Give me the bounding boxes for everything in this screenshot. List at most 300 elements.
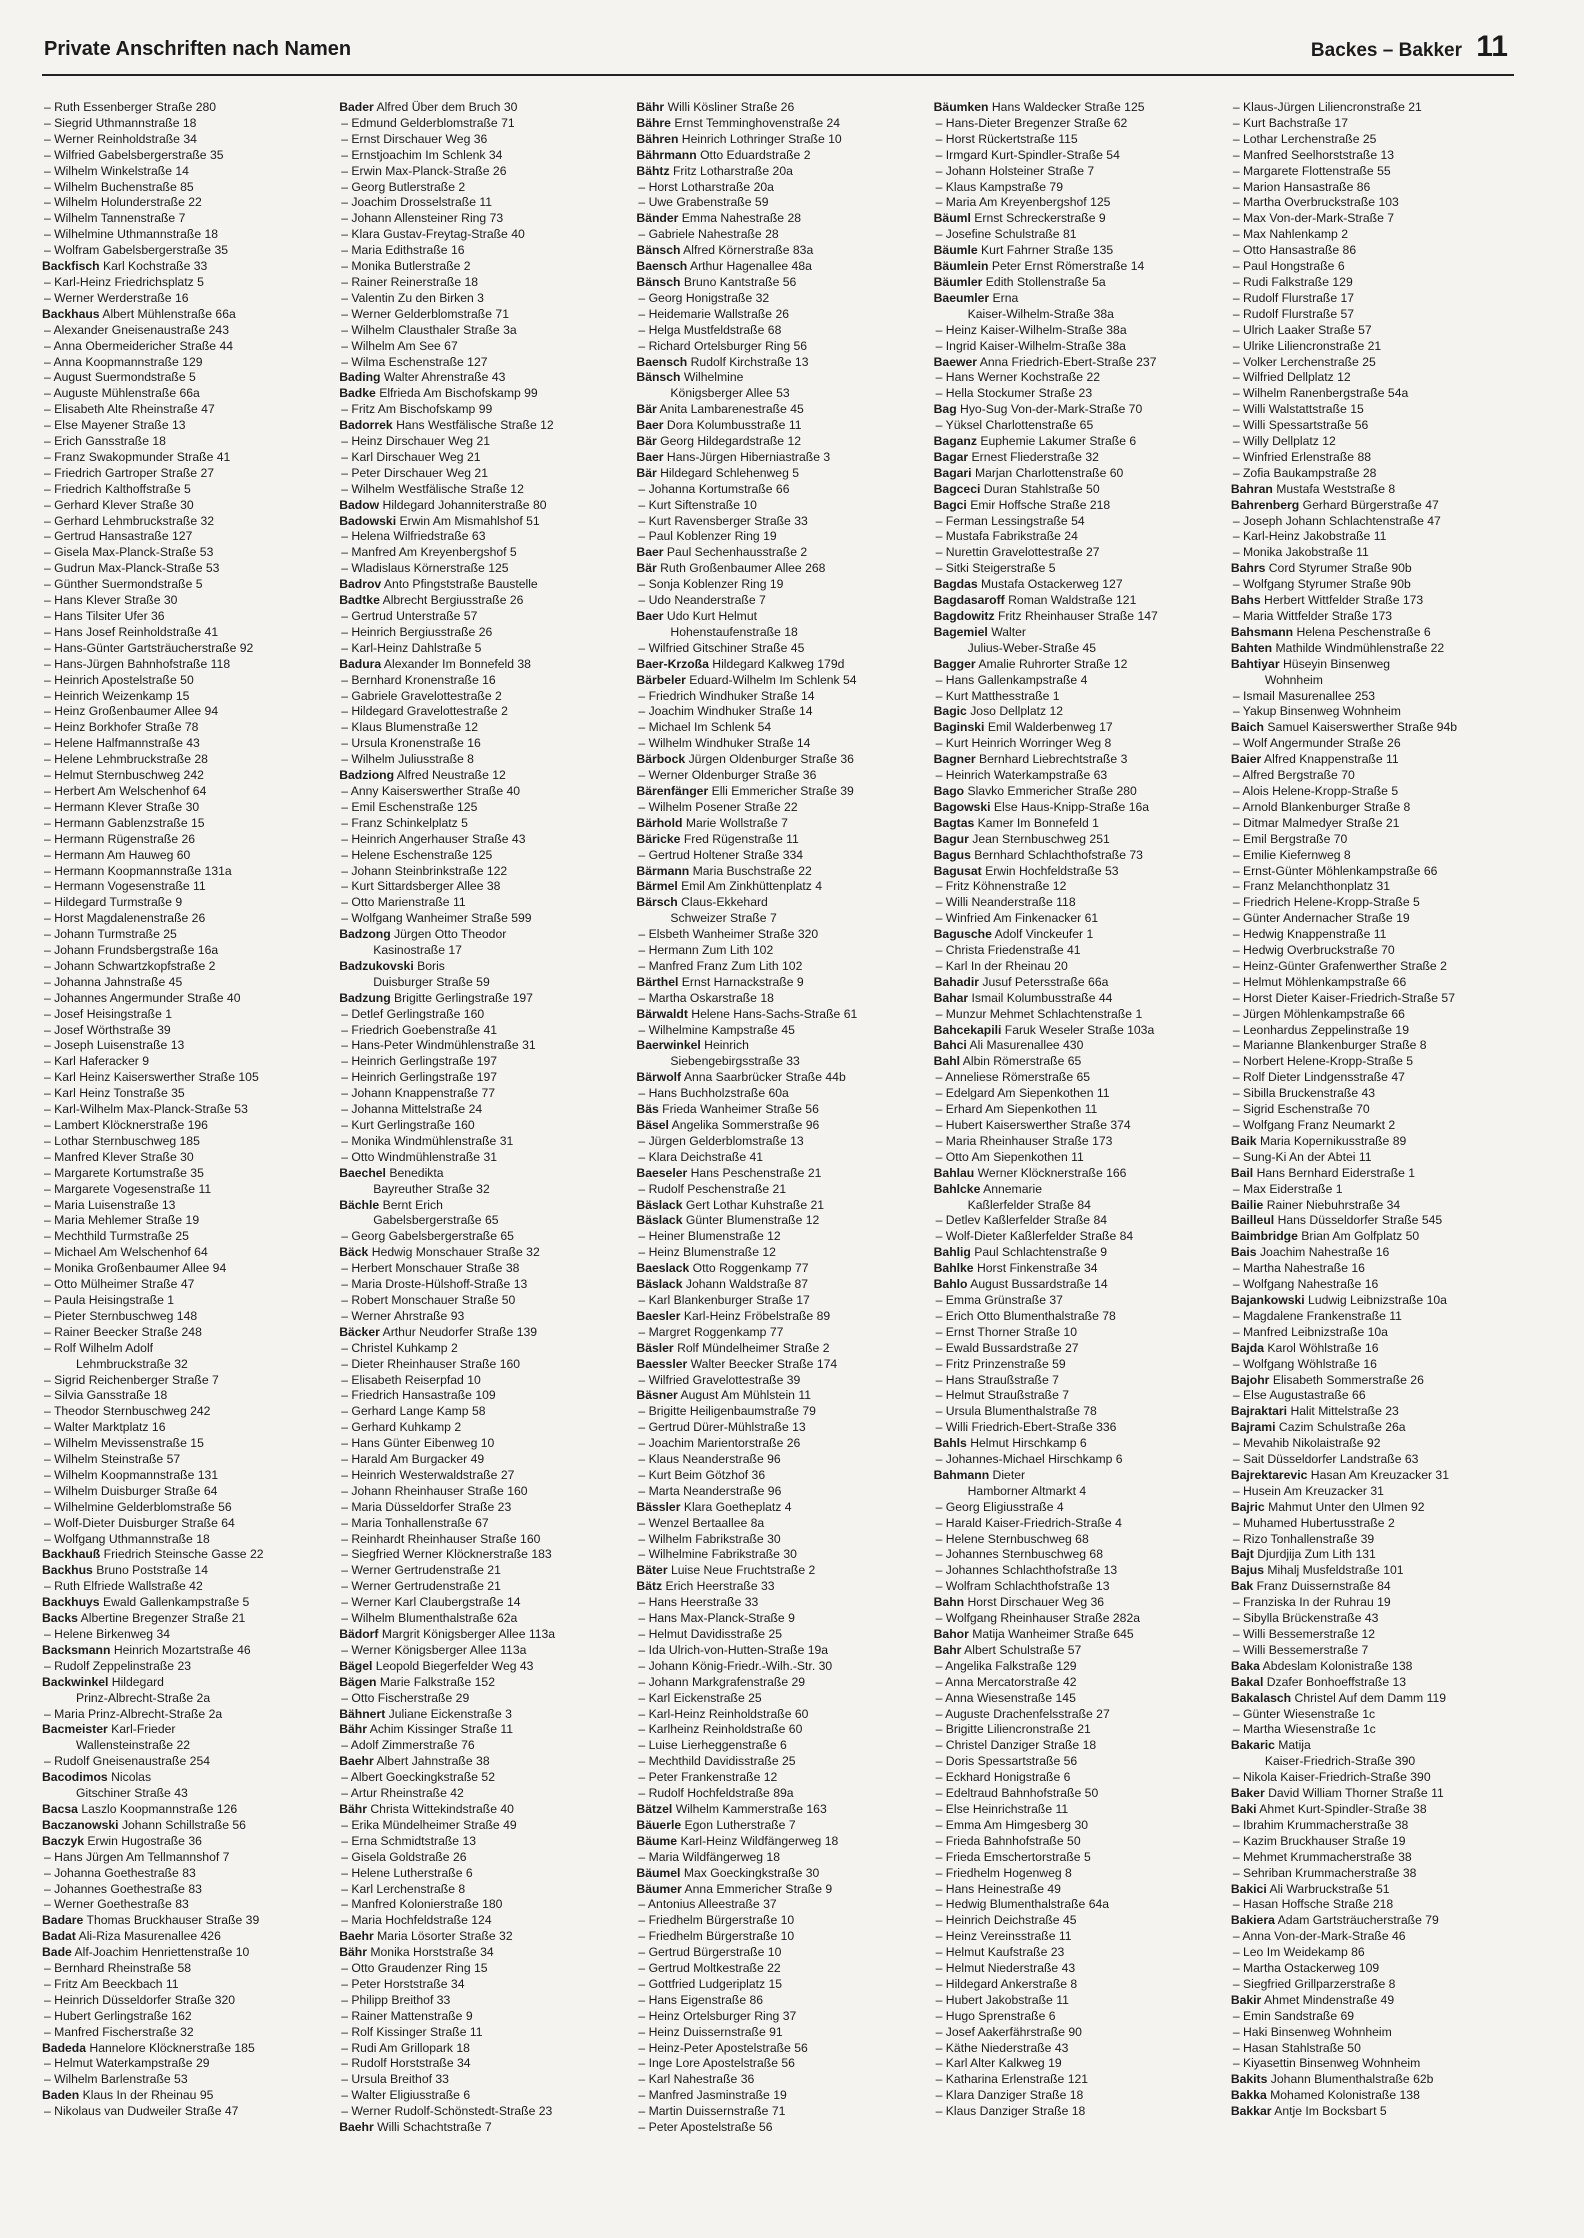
entry-text: Martha Ostackerweg 109: [1242, 1961, 1380, 1976]
directory-entry: [934, 529, 1225, 545]
directory-entry: [339, 545, 630, 561]
entry-text: Mehmet Krummacherstraße 38: [1242, 1849, 1412, 1864]
surname: Bärenfänger: [636, 783, 709, 798]
directory-entry: [1231, 800, 1522, 816]
directory-entry: [1231, 291, 1522, 307]
surname: Baewer: [933, 354, 977, 369]
entry-text: Hans-Jürgen Hiberniastraße 3: [666, 449, 831, 464]
directory-entry: [636, 832, 927, 848]
directory-entry: [636, 482, 927, 498]
entry-text: Hans-Peter Windmühlenstraße 31: [351, 1038, 536, 1053]
surname: Bahlo: [933, 1277, 968, 1292]
entry-text: Karl-Heinz Fröbelstraße 89: [683, 1308, 831, 1323]
directory-entry: [636, 434, 927, 450]
entry-text: Franziska In der Ruhrau 19: [1242, 1595, 1391, 1610]
entry-text: Gabriele Nahestraße 28: [648, 227, 779, 242]
directory-entry: [934, 784, 1225, 800]
entry-text: Erwin Am Mismahlshof 51: [399, 513, 540, 528]
directory-entry: [339, 1500, 630, 1516]
entry-text: Hildegard Schlehenweg 5: [660, 465, 800, 480]
entry-text: Joachim Nahestraße 16: [1259, 1245, 1390, 1260]
directory-entry: [934, 1802, 1225, 1818]
surname: Bagusat: [933, 863, 982, 878]
entry-text: Karl-Heinz Friedrichsplatz 5: [54, 274, 204, 289]
surname: Bahar: [933, 990, 969, 1005]
surname: Badow: [339, 497, 380, 512]
surname: Bagdasaroff: [933, 593, 1005, 608]
entry-text: Rudolf Hochfeldstraße 89a: [648, 1786, 794, 1801]
surname: Bagus: [933, 847, 971, 862]
entry-text: Bayreuther Straße 32: [373, 1181, 490, 1196]
directory-entry: [1231, 1182, 1522, 1198]
directory-entry: [42, 1659, 333, 1675]
entry-text: Maria Tonhallenstraße 67: [351, 1515, 489, 1530]
directory-entry: [339, 784, 630, 800]
entry-text: Karl Haferacker 9: [54, 1054, 149, 1069]
entry-text: Manfred Kolonierstraße 180: [351, 1897, 503, 1912]
directory-entry: [636, 657, 927, 673]
entry-text: Maria Buschstraße 22: [692, 863, 812, 878]
entry-text: Mechthild Davidisstraße 25: [648, 1754, 796, 1769]
directory-entry: [42, 1038, 333, 1054]
entry-text: Duisburger Straße 59: [373, 974, 490, 989]
entry-text: Bernhard Schlachthofstraße 73: [974, 847, 1143, 862]
entry-text: Anneliese Römerstraße 65: [945, 1070, 1091, 1085]
directory-entry: [636, 275, 927, 291]
directory-entry: [934, 1850, 1225, 1866]
entry-text: Emilie Kiefernweg 8: [1242, 847, 1351, 862]
directory-entry: [42, 1134, 333, 1150]
entry-text: Johanna Kortumstraße 66: [648, 481, 790, 496]
surname: Baer: [636, 418, 664, 433]
entry-text: Anna Saarbrücker Straße 44b: [683, 1070, 846, 1085]
directory-entry: [636, 1436, 927, 1452]
entry-text: Ursula Kronenstraße 16: [351, 736, 481, 751]
surname: Bärmel: [636, 879, 678, 894]
entry-text: Erika Mündelheimer Straße 49: [351, 1817, 517, 1832]
entry-text: Heinz Großenbaumer Allee 94: [54, 704, 219, 719]
entry-text: Wilhelm Koopmannstraße 131: [54, 1467, 219, 1482]
directory-entry: [636, 370, 927, 386]
directory-entry: [339, 1213, 630, 1229]
entry-text: Willy Dellplatz 12: [1242, 434, 1336, 449]
entry-text: Sehriban Krummacherstraße 38: [1242, 1865, 1417, 1880]
directory-entry: [42, 2041, 333, 2057]
directory-entry: [1231, 1341, 1522, 1357]
entry-text: Emma Nahestraße 28: [681, 211, 802, 226]
entry-text: Wilhelmine Gelderblomstraße 56: [54, 1499, 232, 1514]
directory-entry: [42, 577, 333, 593]
entry-text: Helena Wilfriedstraße 63: [351, 529, 486, 544]
directory-entry: [339, 514, 630, 530]
directory-entry: [636, 355, 927, 371]
entry-text: Hella Stockumer Straße 23: [945, 386, 1093, 401]
entry-text: Anna Emmericher Straße 9: [684, 1881, 833, 1896]
entry-text: Haki Binsenweg Wohnheim: [1242, 2024, 1392, 2039]
entry-text: August Suermondstraße 5: [53, 370, 196, 385]
entry-text: Antonius Alleestraße 37: [647, 1897, 777, 1912]
entry-text: Robert Monschauer Straße 50: [351, 1292, 516, 1307]
directory-entry: [636, 450, 927, 466]
surname: Badorrek: [339, 418, 393, 433]
directory-entry: [339, 1913, 630, 1929]
surname: Backhaus: [42, 306, 100, 321]
directory-entry: [636, 959, 927, 975]
directory-entry: [1231, 768, 1522, 784]
entry-text: Wolf Angermunder Straße 26: [1242, 736, 1401, 751]
directory-entry: [636, 975, 927, 991]
surname: Baessler: [636, 1356, 688, 1371]
directory-entry: [636, 1404, 927, 1420]
entry-text: Alfred Bergstraße 70: [1242, 768, 1355, 783]
entry-text: Walter Eligiusstraße 6: [351, 2088, 471, 2103]
directory-entry: [42, 1563, 333, 1579]
entry-text: Maria Edithstraße 16: [351, 243, 465, 258]
entry-text: Ali Warbruckstraße 51: [1269, 1881, 1390, 1896]
surname: Bähr: [339, 1801, 367, 1816]
entry-text: Anna Koopmannstraße 129: [53, 354, 203, 369]
directory-entry: [636, 943, 927, 959]
entry-text: Wilhelm Ranenbergstraße 54a: [1242, 386, 1409, 401]
entry-text: Klaus In der Rheinau 95: [82, 2088, 214, 2103]
surname: Bak: [1230, 1579, 1254, 1594]
directory-entry: [1231, 2009, 1522, 2025]
entry-text: Yüksel Charlottenstraße 65: [945, 418, 1094, 433]
entry-text: Werner Goethestraße 83: [54, 1897, 189, 1912]
directory-entry: [339, 2072, 630, 2088]
directory-entry: [339, 434, 630, 450]
directory-entry: [42, 1913, 333, 1929]
directory-entry: [42, 768, 333, 784]
directory-entry: [1231, 1038, 1522, 1054]
entry-text: Otto Fischerstraße 29: [351, 1690, 470, 1705]
directory-entry: [934, 1786, 1225, 1802]
entry-text: Kurt Matthesstraße 1: [945, 688, 1060, 703]
entry-text: Ursula Breithof 33: [351, 2072, 449, 2087]
entry-text: Albert Schulstraße 57: [964, 1642, 1082, 1657]
directory-entry: [1231, 943, 1522, 959]
surname: Bajda: [1230, 1340, 1265, 1355]
entry-text: Gerhard Klever Straße 30: [54, 497, 194, 512]
entry-text: Ludwig Leibnizstraße 10a: [1308, 1292, 1447, 1307]
entry-text: Fritz Prinzenstraße 59: [945, 1356, 1066, 1371]
entry-text: Siegfried Grillparzerstraße 8: [1242, 1976, 1396, 1991]
directory-entry: [934, 1309, 1225, 1325]
directory-entry: [934, 1277, 1225, 1293]
entry-text: August Bussardstraße 14: [970, 1277, 1108, 1292]
entry-text: Horst Dieter Kaiser-Friedrich-Straße 57: [1242, 990, 1455, 1005]
surname: Baganz: [933, 434, 977, 449]
surname: Bänsch: [636, 243, 681, 258]
entry-text: Willi Spessartstraße 56: [1242, 418, 1369, 433]
entry-text: Albertine Bregenzer Straße 21: [80, 1611, 246, 1626]
entry-text: Günter Blumenstraße 12: [685, 1213, 820, 1228]
surname: Bagtas: [933, 815, 975, 830]
surname: Bäumlein: [933, 259, 989, 274]
surname: Backfisch: [42, 259, 100, 274]
entry-text: Marie Wollstraße 7: [685, 815, 788, 830]
directory-entry: [42, 1468, 333, 1484]
directory-entry: [42, 370, 333, 386]
directory-entry: [339, 1627, 630, 1643]
directory-entry: [934, 911, 1225, 927]
surname: Bakalasch: [1230, 1690, 1292, 1705]
surname: Baensch: [636, 354, 688, 369]
directory-entry: [42, 1261, 333, 1277]
directory-entry: [42, 848, 333, 864]
directory-entry: [636, 1341, 927, 1357]
entry-text: Siegfried Werner Klöcknerstraße 183: [351, 1547, 552, 1562]
entry-text: Erwin Hugostraße 36: [87, 1833, 202, 1848]
directory-entry: [339, 529, 630, 545]
entry-text: Adam Gartsträucherstraße 79: [1277, 1913, 1439, 1928]
entry-text: Detlef Gerlingstraße 160: [351, 1006, 485, 1021]
directory-entry: [934, 1357, 1225, 1373]
entry-text: Wolf-Dieter Duisburger Straße 64: [54, 1515, 235, 1530]
directory-entry: [339, 1977, 630, 1993]
directory-entry: [636, 768, 927, 784]
entry-text: Sibilla Bruckenstraße 43: [1242, 1086, 1376, 1101]
entry-text: Marjan Charlottenstraße 60: [974, 465, 1124, 480]
directory-entry: [42, 195, 333, 211]
entry-text: Manfred Leibnizstraße 10a: [1242, 1324, 1388, 1339]
directory-entry: [1231, 1738, 1522, 1754]
entry-text: Marie Falkstraße 152: [379, 1674, 495, 1689]
directory-entry: [339, 275, 630, 291]
surname: Baeumler: [933, 290, 990, 305]
directory-entry: [934, 1341, 1225, 1357]
entry-text: Ernst Harnackstraße 9: [681, 974, 804, 989]
surname: Bakkar: [1230, 2104, 1272, 2119]
entry-text: Heinz Vereinsstraße 11: [945, 1929, 1072, 1944]
entry-text: Hans Tilsiter Ufer 36: [54, 609, 165, 623]
entry-text: Wilhelm Kammerstraße 163: [675, 1801, 827, 1816]
entry-text: Wilfried Dellplatz 12: [1242, 370, 1351, 385]
directory-entry: [636, 991, 927, 1007]
directory-entry: [636, 545, 927, 561]
directory-entry: [339, 673, 630, 689]
entry-text: Anna Wiesenstraße 145: [945, 1690, 1076, 1705]
entry-text: Margret Roggenkamp 77: [648, 1324, 784, 1339]
directory-entry: [934, 434, 1225, 450]
entry-text: August Am Mühlstein 11: [680, 1388, 811, 1403]
entry-text: Annemarie: [983, 1181, 1043, 1196]
surname: Bahsmann: [1230, 624, 1294, 639]
surname: Bägel: [339, 1658, 373, 1673]
directory-entry: [1231, 100, 1522, 116]
entry-text: Emil Am Zinkhüttenplatz 4: [681, 879, 823, 894]
directory-entry: [934, 2009, 1225, 2025]
directory-entry: [636, 211, 927, 227]
directory-entry: [934, 1579, 1225, 1595]
surname: Bais: [1230, 1245, 1257, 1260]
directory-entry: [42, 800, 333, 816]
entry-text: Manfred Jasminstraße 19: [648, 2088, 787, 2103]
entry-text: Irmgard Kurt-Spindler-Straße 54: [945, 147, 1120, 162]
directory-entry: [42, 561, 333, 577]
entry-text: Johann Schillstraße 56: [121, 1817, 246, 1832]
surname: Bahls: [933, 1436, 967, 1451]
directory-entry: [1231, 164, 1522, 180]
entry-text: Manfred Am Kreyenbergshof 5: [351, 545, 517, 560]
surname: Bakaric: [1230, 1738, 1275, 1753]
directory-entry: [636, 1102, 927, 1118]
directory-entry: [934, 1707, 1225, 1723]
directory-entry: [934, 1961, 1225, 1977]
directory-entry: [636, 2088, 927, 2104]
directory-entry: [1231, 1468, 1522, 1484]
directory-entry: [42, 1484, 333, 1500]
directory-entry: [636, 1166, 927, 1182]
directory-entry: [339, 2009, 630, 2025]
entry-text: Hans Klever Straße 30: [54, 593, 178, 608]
directory-entry: [934, 1007, 1225, 1023]
directory-entry: [934, 673, 1225, 689]
directory-entry: [934, 370, 1225, 386]
entry-text: Hildegard Ankerstraße 8: [945, 1976, 1078, 1991]
surname: Bäck: [339, 1245, 369, 1260]
entry-text: Hubert Jakobstraße 11: [945, 1992, 1069, 2007]
entry-text: Johann Frundsbergstraße 16a: [54, 943, 219, 958]
entry-text: Johanna Goethestraße 83: [54, 1865, 196, 1880]
entry-text: Arthur Neudorfer Straße 139: [382, 1324, 538, 1339]
entry-text: Helene Lehmbruckstraße 28: [54, 752, 208, 767]
directory-entry: [636, 673, 927, 689]
entry-text: Angelika Falkstraße 129: [945, 1658, 1077, 1673]
entry-text: Kurt Bachstraße 17: [1242, 115, 1348, 130]
directory-entry: [636, 132, 927, 148]
directory-entry: [42, 1325, 333, 1341]
entry-text: Otto Roggenkamp 77: [692, 1261, 809, 1276]
surname: Bagar: [933, 449, 969, 464]
entry-text: Anita Lambarenestraße 45: [659, 402, 804, 417]
directory-entry: [934, 943, 1225, 959]
entry-text: Auguste Mühlenstraße 66a: [53, 386, 200, 401]
directory-entry: [1231, 116, 1522, 132]
entry-text: Amalie Ruhrorter Straße 12: [978, 656, 1128, 671]
directory-entry: [339, 1166, 630, 1182]
entry-text: Johann Waldstraße 87: [685, 1277, 809, 1292]
entry-text: Heinrich Waterkampstraße 63: [945, 768, 1108, 783]
entry-text: Alexander Gneisenaustraße 243: [53, 322, 229, 337]
entry-text: Faruk Weseler Straße 103a: [1004, 1022, 1155, 1037]
entry-text: Wolfgang Styrumer Straße 90b: [1242, 577, 1411, 592]
directory-entry: [1231, 1770, 1522, 1786]
directory-entry: [339, 800, 630, 816]
surname: Baki: [1230, 1801, 1257, 1816]
directory-entry: [1231, 402, 1522, 418]
surname: Backhauß: [42, 1547, 101, 1562]
surname: Badat: [42, 1929, 76, 1944]
entry-text: Alexander Im Bonnefeld 38: [383, 656, 531, 671]
surname: Badtke: [339, 593, 380, 608]
entry-text: Karl Heinz Tonstraße 35: [54, 1086, 185, 1101]
entry-text: Ferman Lessingstraße 54: [945, 513, 1085, 528]
surname: Bäsner: [636, 1388, 678, 1403]
entry-text: Else Mayener Straße 13: [54, 418, 186, 433]
directory-entry: [339, 418, 630, 434]
directory-entry: [339, 164, 630, 180]
entry-text: Kurt Fahrner Straße 135: [981, 243, 1114, 258]
directory-entry: [636, 800, 927, 816]
entry-text: Maria Prinz-Albrecht-Straße 2a: [54, 1706, 223, 1721]
entry-text: Brigitte Heiligenbaumstraße 79: [648, 1404, 816, 1419]
directory-entry: [1231, 1388, 1522, 1404]
entry-text: Hans Günter Eibenweg 10: [351, 1436, 495, 1451]
directory-entry: [1231, 498, 1522, 514]
directory-entry: [42, 1579, 333, 1595]
directory-entry: [636, 1023, 927, 1039]
entry-text: Dieter Rheinhauser Straße 160: [351, 1356, 521, 1371]
directory-entry: [636, 1516, 927, 1532]
directory-entry: [339, 195, 630, 211]
entry-text: Peter Dirschauer Weg 21: [351, 465, 488, 480]
directory-entry: [339, 466, 630, 482]
directory-entry: [934, 1420, 1225, 1436]
entry-text: Heiner Blumenstraße 12: [648, 1229, 781, 1244]
surname: Bärhold: [636, 815, 683, 830]
entry-text: Peter Frankenstraße 12: [648, 1770, 778, 1785]
entry-text: Bernhard Liebrechtstraße 3: [979, 752, 1128, 767]
surname: Bailie: [1230, 1197, 1264, 1212]
entry-text: Wilhelmine: [683, 370, 744, 385]
surname: Bajankowski: [1230, 1292, 1305, 1307]
directory-entry: [1231, 975, 1522, 991]
entry-text: Hans Düsseldorfer Straße 545: [1277, 1213, 1443, 1228]
entry-text: Erich Otto Blumenthalstraße 78: [945, 1308, 1116, 1323]
entry-text: Pieter Sternbuschweg 148: [54, 1308, 198, 1323]
directory-entry: [1231, 323, 1522, 339]
directory-entry: [636, 2104, 927, 2120]
entry-text: Uwe Grabenstraße 59: [648, 195, 769, 210]
entry-text: Margrit Königsberger Allee 113a: [381, 1627, 556, 1641]
surname: Bade: [42, 1945, 72, 1960]
entry-text: Sonja Koblenzer Ring 19: [648, 577, 784, 592]
directory-entry: [1231, 1754, 1522, 1770]
directory-entry: [1231, 1993, 1522, 2009]
directory-entry: [339, 1452, 630, 1468]
directory-entry: [339, 1611, 630, 1627]
surname: Bahlau: [933, 1165, 975, 1180]
directory-entry: [636, 195, 927, 211]
entry-text: Herbert Wittfelder Straße 173: [1264, 593, 1424, 608]
entry-text: Mustafa Fabrikstraße 24: [945, 529, 1078, 544]
surname: Backhus: [42, 1563, 93, 1578]
directory-entry: [42, 1675, 333, 1691]
surname: Bärbock: [636, 752, 686, 767]
directory-entry: [934, 211, 1225, 227]
directory-entry: [636, 895, 927, 911]
directory-entry: [636, 561, 927, 577]
entry-text: Friedhelm Bürgerstraße 10: [648, 1913, 795, 1928]
entry-text: Georg Honigstraße 32: [648, 290, 770, 305]
entry-text: Hermann Gablenzstraße 15: [54, 815, 205, 830]
directory-entry: [934, 2025, 1225, 2041]
entry-text: Edmund Gelderblomstraße 71: [351, 115, 515, 130]
directory-entry: [934, 561, 1225, 577]
surname: Bärsch: [636, 895, 678, 910]
directory-entry: [934, 1373, 1225, 1389]
directory-entry: [339, 1563, 630, 1579]
entry-text: Kaiser-Wilhelm-Straße 38a: [967, 306, 1114, 321]
entry-text: Franz Duissernstraße 84: [1256, 1579, 1391, 1594]
entry-text: Elfrieda Am Bischofskamp 99: [379, 386, 538, 401]
entry-text: Monika Horststraße 34: [370, 1945, 494, 1960]
entry-text: Brigitte Gerlingstraße 197: [394, 990, 533, 1005]
entry-text: Helene Halfmannstraße 43: [54, 736, 200, 751]
surname: Bakiera: [1230, 1913, 1275, 1928]
entry-text: Maria Luisenstraße 13: [54, 1197, 176, 1212]
